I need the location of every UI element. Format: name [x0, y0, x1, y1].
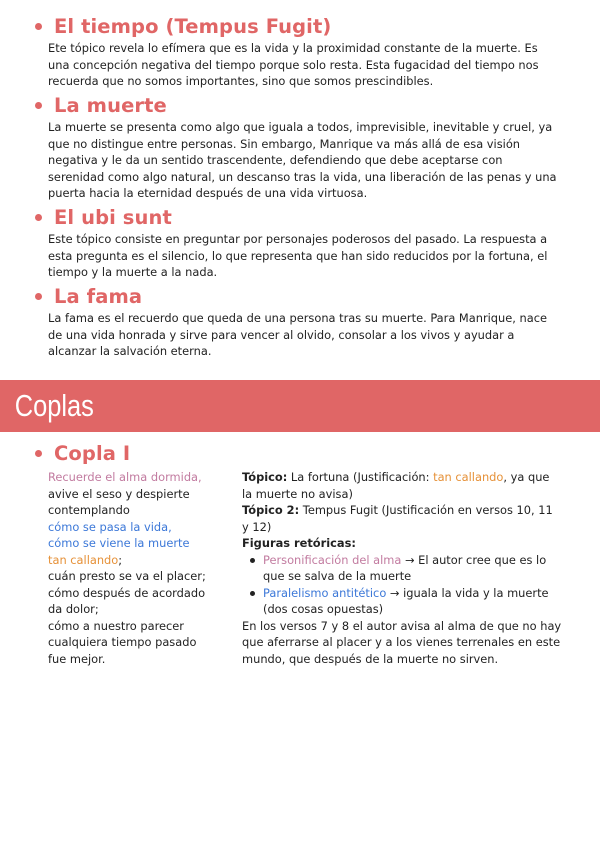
topic-paragraph: La fama es el recuerdo que queda de una persona tras su muerte. Para Manrique, nace de una vida honrada y sirve para vencer al olvido, consolar a los vivos y ayudar a alcanzar la salvación eterna.: [48, 311, 547, 358]
topic-text-end: , ya que la muerte no avisa): [242, 470, 550, 501]
topic-heading-text: La fama: [54, 285, 143, 308]
topic-heading-text: El tiempo (Tempus Fugit): [54, 15, 332, 38]
copla-heading-block: [0, 441, 600, 467]
topic-heading-text: La muerte: [54, 94, 167, 117]
bullet-icon: [250, 591, 255, 596]
verse: da dolor;: [48, 602, 99, 616]
topic-highlight: tan callando: [433, 470, 504, 484]
topic-heading: [0, 284, 600, 310]
bullet-icon: [35, 214, 42, 221]
copla-analysis: [242, 469, 562, 667]
bullet-icon: [35, 102, 42, 109]
verse-highlight: tan callando: [48, 552, 119, 567]
topic-fama: [0, 284, 600, 360]
analysis-conclusion: En los versos 7 y 8 el autor avisa al alma de que no hay que aferrarse al placer y a los vienes terrenales en este mundo, que después de la muerte no sirven.: [242, 618, 562, 666]
figures-label-text: Figuras retóricas:: [242, 536, 356, 550]
topic-text: La fortuna (Justificación:: [287, 470, 434, 484]
topic-label: Tópico 2:: [242, 503, 300, 517]
bullet-icon: [250, 558, 255, 563]
topic-ubi-sunt: [0, 205, 600, 281]
verse: cuán presto se va el placer;: [48, 569, 206, 583]
section-banner: [0, 380, 600, 432]
figures-list: [242, 552, 562, 618]
verse-punctuation: ;: [118, 552, 123, 567]
figure-name: Personificación del alma: [263, 552, 402, 567]
topic-paragraph: Ete tópico revela lo efímera que es la vida y la proximidad constante de la muerte. Es una concepción negativa del tiempo porque solo resta. Esta fugacidad del tiempo nos recuerda que no somos importantes, sino que somos prescindibles.: [48, 41, 539, 88]
figure-name: Paralelismo antitético: [263, 585, 387, 600]
verse: contemplando: [48, 503, 130, 517]
verse: cómo se pasa la vida,: [48, 519, 172, 534]
topic-tiempo: [0, 14, 600, 90]
bullet-icon: [35, 450, 42, 457]
verse: [48, 552, 218, 569]
verse: cómo después de acordado: [48, 585, 206, 600]
list-item: [242, 585, 562, 618]
list-item: [242, 552, 562, 585]
verse: cómo se viene la muerte: [48, 536, 190, 550]
topic-muerte: [0, 93, 600, 202]
copla-heading-text: Copla I: [54, 442, 131, 465]
copla-heading: [0, 441, 600, 467]
topic-heading: [0, 93, 600, 119]
verse: cualquiera tiempo pasado: [48, 635, 197, 649]
topic-paragraph: La muerte se presenta como algo que iguala a todos, imprevisible, inevitable y cruel, ya que no distingue entre personas. Sin embargo, Manrique va más allá de esa visión negativa y le da un sentido trascendente, defendiendo que debe aceptarse con serenidad como algo natural, un descanso tras la vida, una liberación de las penas y una puerta hacia la eternidad después de una vida virtuosa.: [48, 120, 557, 200]
topic-heading: [0, 205, 600, 231]
section-title: Coplas: [14, 388, 94, 423]
verse: avive el seso y despierte: [48, 486, 190, 501]
bullet-icon: [35, 23, 42, 30]
topic-heading-text: El ubi sunt: [54, 206, 172, 229]
figure-desc: → El autor cree que es lo que se salva de la muerte: [263, 552, 547, 583]
topic-line-2: [242, 502, 562, 535]
poem-verses: [48, 469, 218, 667]
figure-desc: → iguala la vida y la muerte (dos cosas opuestas): [263, 585, 549, 616]
topic-heading: [0, 14, 600, 40]
bullet-icon: [35, 293, 42, 300]
topic-label: Tópico:: [242, 470, 288, 484]
figures-label: [242, 535, 562, 552]
topic-text: Tempus Fugit (Justificación en versos 10, 11 y 12): [242, 503, 553, 534]
verse: Recuerde el alma dormida,: [48, 470, 202, 484]
topic-line-1: [242, 469, 562, 502]
verse: cómo a nuestro parecer: [48, 618, 184, 633]
topic-paragraph: Este tópico consiste en preguntar por personajes poderosos del pasado. La respuesta a esta pregunta es el silencio, lo que representa que han sido reducidos por la fortuna, el tiempo y la muerte a la nada.: [48, 232, 548, 279]
verse: fue mejor.: [48, 651, 106, 666]
